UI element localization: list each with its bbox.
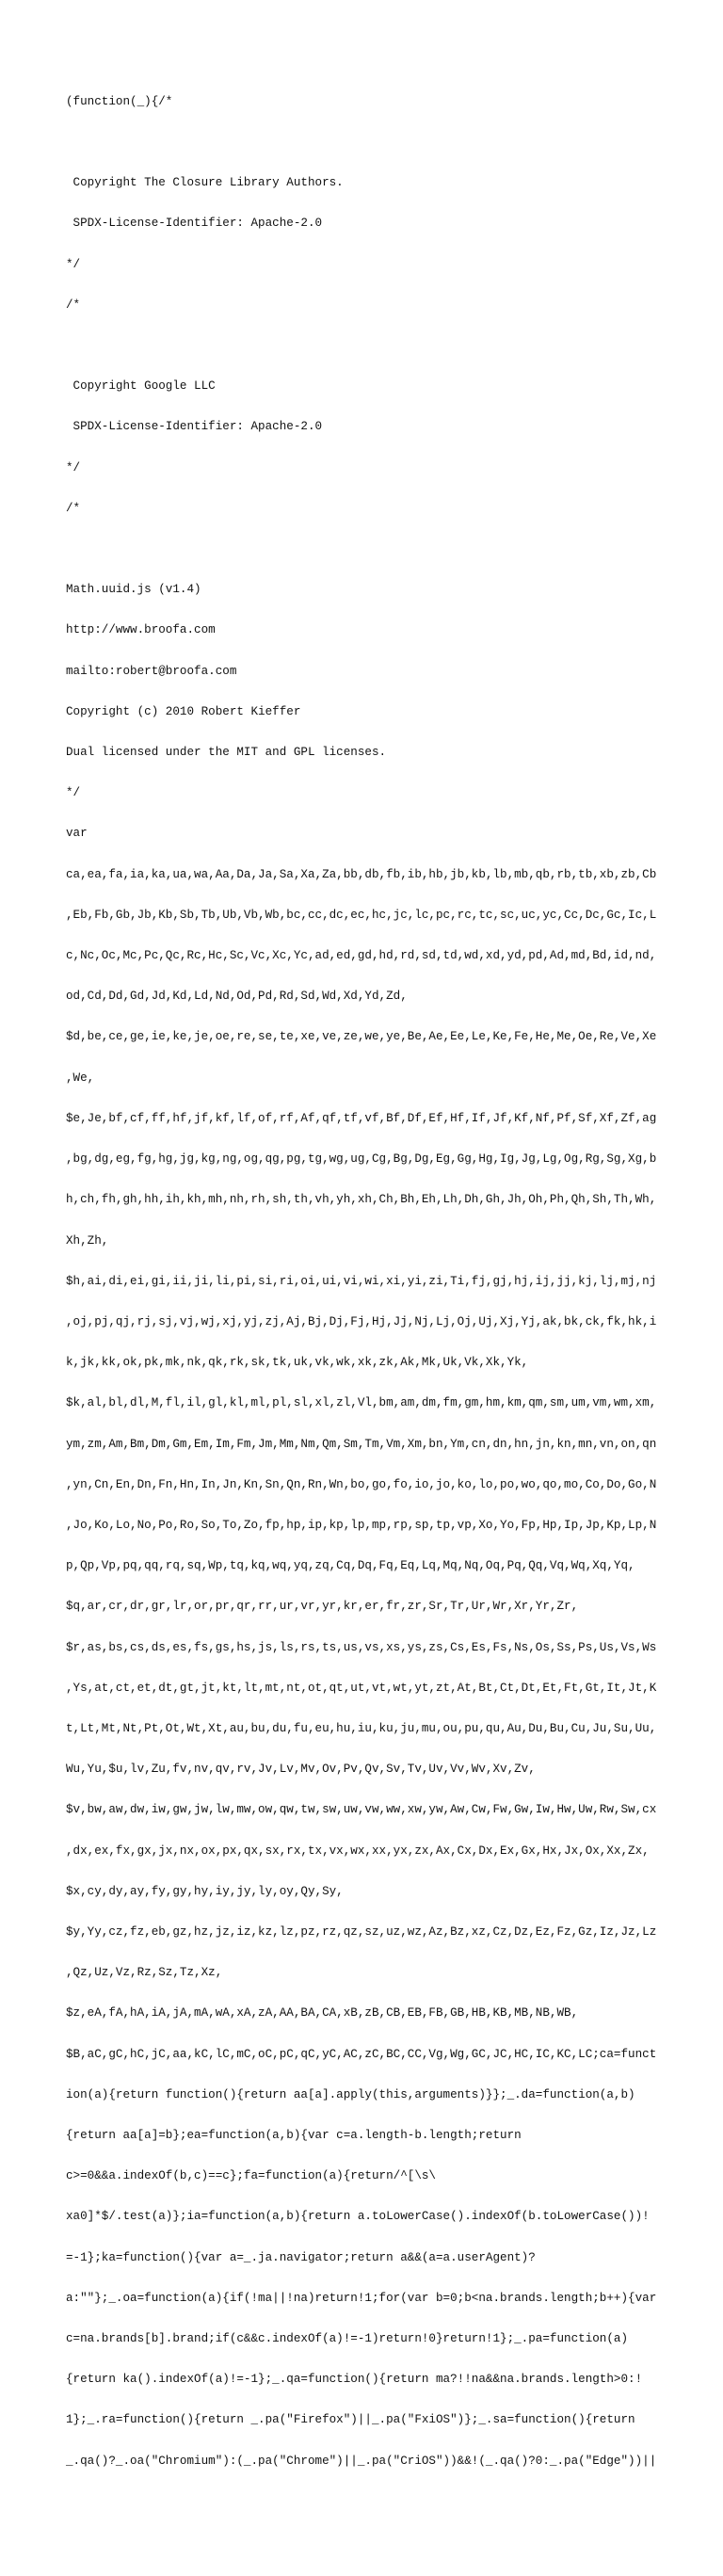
code-line	[66, 339, 659, 352]
code-line: $B,aC,gC,hC,jC,aa,kC,lC,mC,oC,pC,qC,yC,AC,zC,BC,CC,Vg,Wg,GC,JC,HC,IC,KC,LC;ca=funct	[66, 2047, 657, 2061]
code-line: $y,Yy,cz,fz,eb,gz,hz,jz,iz,kz,lz,pz,rz,qz,sz,uz,wz,Az,Bz,xz,Cz,Dz,Ez,Fz,Gz,Iz,Jz,Lz	[66, 1924, 657, 1939]
code-line: */	[66, 257, 81, 271]
code-line: SPDX-License-Identifier: Apache-2.0	[66, 217, 323, 231]
code-line: ,Ys,at,ct,et,dt,gt,jt,kt,lt,mt,nt,ot,qt,ut,vt,wt,yt,zt,At,Bt,Ct,Dt,Et,Ft,Gt,It,Jt,K	[66, 1681, 657, 1695]
code-line: */	[66, 460, 81, 475]
code-line: $h,ai,di,ei,gi,ii,ji,li,pi,si,ri,oi,ui,vi,wi,xi,yi,zi,Ti,fj,gj,hj,ij,jj,kj,lj,mj,nj	[66, 1274, 657, 1288]
code-line: (function(_){/*	[66, 94, 173, 108]
code-line: Xh,Zh,	[66, 1233, 109, 1248]
code-line: $d,be,ce,ge,ie,ke,je,oe,re,se,te,xe,ve,ze,we,ye,Be,Ae,Ee,Le,Ke,Fe,He,Me,Oe,Re,Ve,Xe	[66, 1030, 657, 1044]
code-line: ,dx,ex,fx,gx,jx,nx,ox,px,qx,sx,rx,tx,vx,wx,xx,yx,zx,Ax,Cx,Dx,Ex,Gx,Hx,Jx,Ox,Xx,Zx,	[66, 1843, 650, 1858]
code-line: p,Qp,Vp,pq,qq,rq,sq,Wp,tq,kq,wq,yq,zq,Cq,Dq,Fq,Eq,Lq,Mq,Nq,Oq,Pq,Qq,Vq,Wq,Xq,Yq,	[66, 1559, 635, 1573]
code-line: ion(a){return function(){return aa[a].apply(this,arguments)}};_.da=function(a,b)	[66, 2087, 635, 2101]
code-line: {return aa[a]=b};ea=function(a,b){var c=a.length-b.length;return	[66, 2128, 522, 2142]
code-line: http://www.broofa.com	[66, 623, 216, 637]
code-line: 1};_.ra=function(){return _.pa("Firefox")||_.pa("FxiOS")};_.sa=function(){return	[66, 2413, 635, 2427]
code-line: var	[66, 827, 88, 841]
code-line	[66, 2495, 659, 2508]
code-line: c,Nc,Oc,Mc,Pc,Qc,Rc,Hc,Sc,Vc,Xc,Yc,ad,ed,gd,hd,rd,sd,td,wd,xd,yd,pd,Ad,md,Bd,id,nd,	[66, 949, 657, 963]
code-line: Copyright The Closure Library Authors.	[66, 176, 344, 190]
code-line: _.qa()?_.oa("Chromium"):(_.pa("Chrome")||_.pa("CriOS"))&&!(_.qa()?0:_.pa("Edge"))||	[66, 2454, 657, 2468]
code-line: ym,zm,Am,Bm,Dm,Gm,Em,Im,Fm,Jm,Mm,Nm,Qm,Sm,Tm,Vm,Xm,bn,Ym,cn,dn,hn,jn,kn,mn,vn,on,qn	[66, 1437, 657, 1451]
code-line: Dual licensed under the MIT and GPL licenses.	[66, 746, 387, 760]
code-line: SPDX-License-Identifier: Apache-2.0	[66, 420, 323, 434]
code-line: mailto:robert@broofa.com	[66, 664, 237, 678]
code-line: $x,cy,dy,ay,fy,gy,hy,iy,jy,ly,oy,Qy,Sy,	[66, 1884, 344, 1898]
code-line: h,ch,fh,gh,hh,ih,kh,mh,nh,rh,sh,th,vh,yh,xh,Ch,Bh,Eh,Lh,Dh,Gh,Jh,Oh,Ph,Qh,Sh,Th,Wh,	[66, 1193, 657, 1207]
code-line: ca,ea,fa,ia,ka,ua,wa,Aa,Da,Ja,Sa,Xa,Za,bb,db,fb,ib,hb,jb,kb,lb,mb,qb,rb,tb,xb,zb,Cb	[66, 867, 657, 881]
code-line: =-1};ka=function(){var a=_.ja.navigator;return a&&(a=a.userAgent)?	[66, 2250, 536, 2264]
code-line: ,yn,Cn,En,Dn,Fn,Hn,In,Jn,Kn,Sn,Qn,Rn,Wn,bo,go,fo,io,jo,ko,lo,po,wo,qo,mo,Co,Do,Go,N	[66, 1477, 657, 1491]
code-line: $v,bw,aw,dw,iw,gw,jw,lw,mw,ow,qw,tw,sw,uw,vw,ww,xw,yw,Aw,Cw,Fw,Gw,Iw,Hw,Uw,Rw,Sw,cx	[66, 1803, 657, 1817]
code-line: /*	[66, 298, 81, 312]
code-line: */	[66, 786, 81, 800]
code-line	[66, 136, 659, 149]
code-text-block	[66, 68, 659, 2576]
code-line: c>=0&&a.indexOf(b,c)==c};fa=function(a){return/^[\s\	[66, 2169, 436, 2183]
code-line: Wu,Yu,$u,lv,Zu,fv,nv,qv,rv,Jv,Lv,Mv,Ov,Pv,Qv,Sv,Tv,Uv,Vv,Wv,Xv,Zv,	[66, 1763, 536, 1777]
code-line: od,Cd,Dd,Gd,Jd,Kd,Ld,Nd,Od,Pd,Rd,Sd,Wd,Xd,Yd,Zd,	[66, 990, 408, 1004]
code-line: xa0]*$/.test(a)};ia=function(a,b){return a.toLowerCase().indexOf(b.toLowerCase())!	[66, 2210, 650, 2224]
code-line: ,Qz,Uz,Vz,Rz,Sz,Tz,Xz,	[66, 1966, 223, 1980]
code-line: Copyright (c) 2010 Robert Kieffer	[66, 704, 301, 718]
code-line: $q,ar,cr,dr,gr,lr,or,pr,qr,rr,ur,vr,yr,kr,er,fr,zr,Sr,Tr,Ur,Wr,Xr,Yr,Zr,	[66, 1600, 579, 1614]
code-line: ,Jo,Ko,Lo,No,Po,Ro,So,To,Zo,fp,hp,ip,kp,lp,mp,rp,sp,tp,vp,Xo,Yo,Fp,Hp,Ip,Jp,Kp,Lp,N	[66, 1518, 657, 1532]
code-line: ,We,	[66, 1071, 95, 1085]
code-line: ,oj,pj,qj,rj,sj,vj,wj,xj,yj,zj,Aj,Bj,Dj,Fj,Hj,Jj,Nj,Lj,Oj,Uj,Xj,Yj,ak,bk,ck,fk,hk,i	[66, 1314, 657, 1328]
code-line: $e,Je,bf,cf,ff,hf,jf,kf,lf,of,rf,Af,qf,tf,vf,Bf,Df,Ef,Hf,If,Jf,Kf,Nf,Pf,Sf,Xf,Zf,ag	[66, 1111, 657, 1125]
code-line: $r,as,bs,cs,ds,es,fs,gs,hs,js,ls,rs,ts,us,vs,xs,ys,zs,Cs,Es,Fs,Ns,Os,Ss,Ps,Us,Vs,Ws	[66, 1640, 657, 1654]
code-line: Math.uuid.js (v1.4)	[66, 583, 201, 597]
code-line	[66, 542, 659, 555]
code-line: /*	[66, 501, 81, 515]
code-line: ,bg,dg,eg,fg,hg,jg,kg,ng,og,qg,pg,tg,wg,ug,Cg,Bg,Dg,Eg,Gg,Hg,Ig,Jg,Lg,Og,Rg,Sg,Xg,b	[66, 1152, 657, 1167]
code-line: a:""};_.oa=function(a){if(!ma||!na)return!1;for(var b=0;b<na.brands.length;b++){var	[66, 2291, 657, 2305]
code-line: k,jk,kk,ok,pk,mk,nk,qk,rk,sk,tk,uk,vk,wk,xk,zk,Ak,Mk,Uk,Vk,Xk,Yk,	[66, 1356, 529, 1370]
code-line: $z,eA,fA,hA,iA,jA,mA,wA,xA,zA,AA,BA,CA,xB,zB,CB,EB,FB,GB,HB,KB,MB,NB,WB,	[66, 2006, 579, 2021]
code-line: t,Lt,Mt,Nt,Pt,Ot,Wt,Xt,au,bu,du,fu,eu,hu,iu,ku,ju,mu,ou,pu,qu,Au,Du,Bu,Cu,Ju,Su,Uu,	[66, 1721, 657, 1735]
code-line: ,Eb,Fb,Gb,Jb,Kb,Sb,Tb,Ub,Vb,Wb,bc,cc,dc,ec,hc,jc,lc,pc,rc,tc,sc,uc,yc,Cc,Dc,Gc,Ic,L	[66, 908, 657, 922]
code-line: Copyright Google LLC	[66, 379, 216, 394]
code-line: c=na.brands[b].brand;if(c&&c.indexOf(a)!=-1)return!0}return!1};_.pa=function(a)	[66, 2331, 629, 2345]
code-line: $k,al,bl,dl,M,fl,il,gl,kl,ml,pl,sl,xl,zl,Vl,bm,am,dm,fm,gm,hm,km,qm,sm,um,vm,wm,xm,	[66, 1396, 657, 1410]
code-line: {return ka().indexOf(a)!=-1};_.qa=function(){return ma?!!na&&na.brands.length>0:!	[66, 2373, 643, 2387]
code-line	[66, 2536, 659, 2549]
